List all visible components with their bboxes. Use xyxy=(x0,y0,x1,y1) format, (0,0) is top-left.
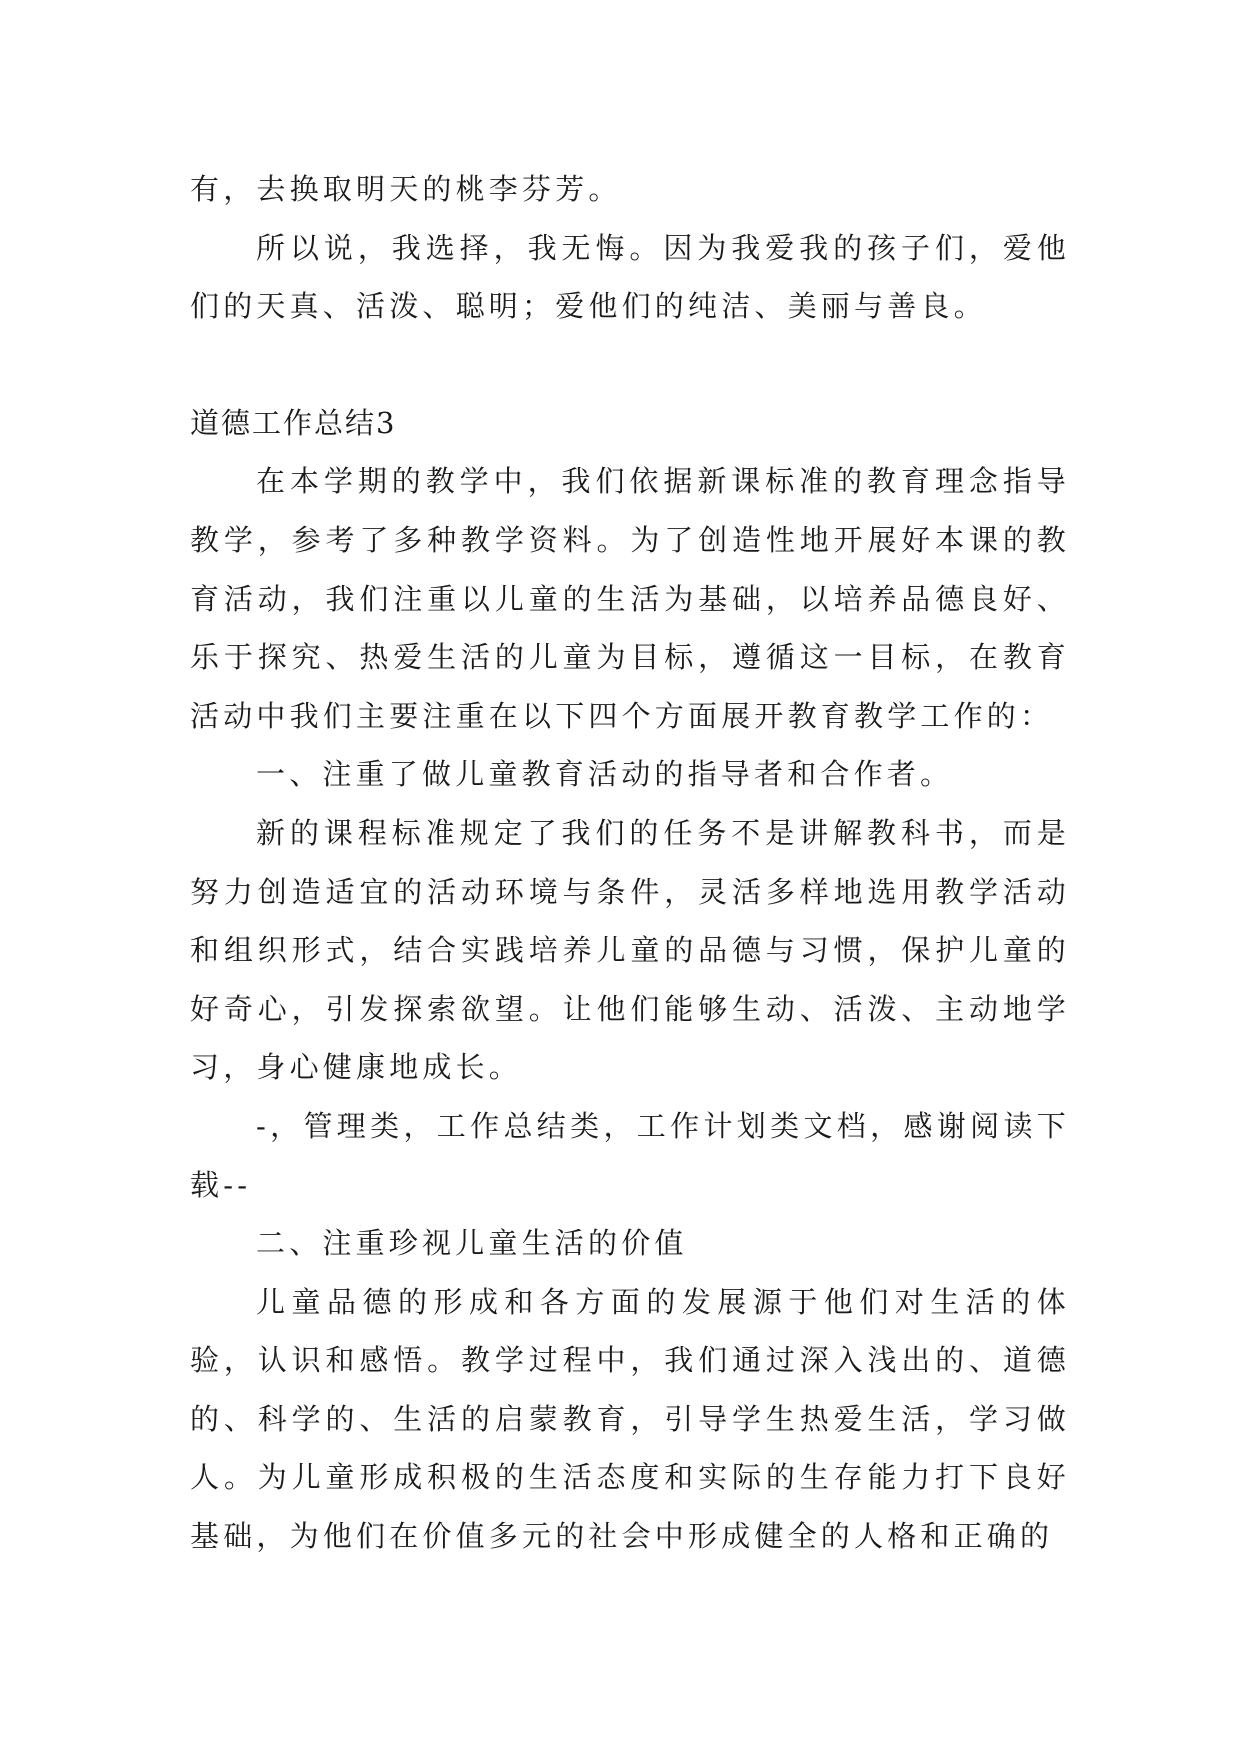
paragraph-4: 一、注重了做儿童教育活动的指导者和合作者。 xyxy=(256,757,954,792)
paragraph-1: 有，去换取明天的桃李芬芳。 xyxy=(190,172,622,206)
paragraph-3: 在本学期的教学中，我们依据新课标准的教育理念指导教学，参考了多种教学资料。为了创造性地开展好本课的教育活动，我们注重以儿童的生活为基础，以培养品德良好、乐于探究、热爱生活的儿童为目标，遵循这一目标，在教育活动中我们主要注重在以下四个方面展开教育教学工作的： xyxy=(190,464,1070,733)
paragraph-6: -，管理类，工作总结类，工作计划类文档，感谢阅读下载-- xyxy=(190,1108,1070,1202)
paragraph-7: 二、注重珍视儿童生活的价值 xyxy=(256,1226,688,1261)
paragraph-8: 儿童品德的形成和各方面的发展源于他们对生活的体验，认识和感悟。教学过程中，我们通过深入浅出的、道德的、科学的、生活的启蒙教育，引导学生热爱生活，学习做人。为儿童形成积极的生活态度和实际的生存能力打下良好基础，为他们在价值多元的社会中形成健全的人格和正确的 xyxy=(190,1284,1070,1554)
document-body xyxy=(190,160,1070,1566)
paragraph-2: 所以说，我选择，我无悔。因为我爱我的孩子们，爱他们的天真、活泼、聪明；爱他们的纯洁、美丽与善良。 xyxy=(190,230,1070,324)
paragraph-5: 新的课程标准规定了我们的任务不是讲解教科书，而是努力创造适宜的活动环境与条件，灵活多样地选用教学活动和组织形式，结合实践培养儿童的品德与习惯，保护儿童的好奇心，引发探索欲望。让他们能够生动、活泼、主动地学习，身心健康地成长。 xyxy=(190,815,1070,1085)
section-heading: 道德工作总结3 xyxy=(190,405,397,440)
